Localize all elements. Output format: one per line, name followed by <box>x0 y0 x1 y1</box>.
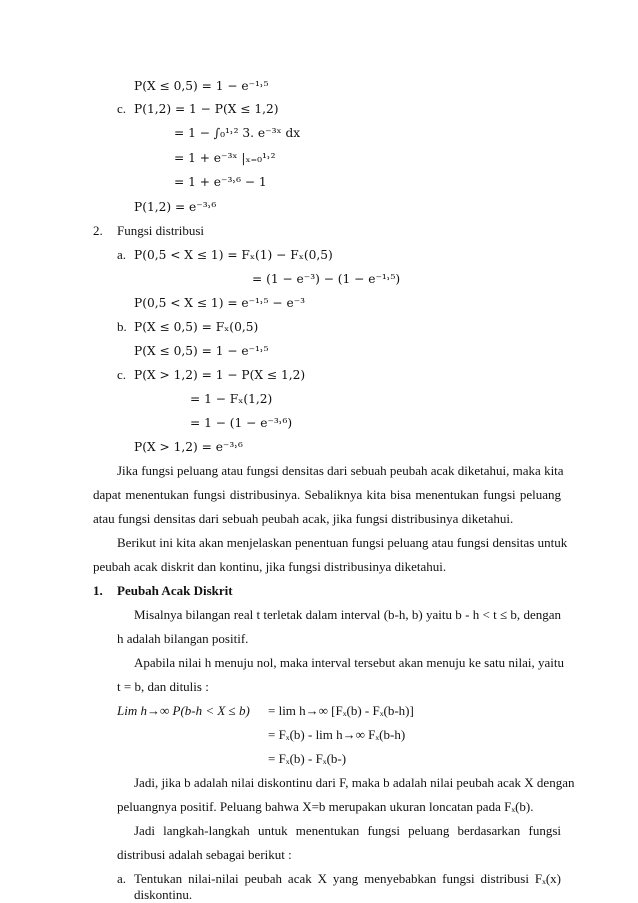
list-label: 1. <box>93 583 103 598</box>
paragraph-line: Jadi, jika b adalah nilai diskontinu dari F, maka b adalah nilai peubah acak X dengan <box>134 775 575 790</box>
paragraph-line: Jika fungsi peluang atau fungsi densitas dari sebuah peubah acak diketahui, maka kita <box>117 463 564 478</box>
equation-line: = 1 − ∫₀¹˒² 3. e⁻³ˣ dx <box>174 126 301 140</box>
equation-line: P(1,2) = e⁻³˒⁶ <box>134 200 217 214</box>
paragraph-line: Apabila nilai h menuju nol, maka interval tersebut akan menuju ke satu nilai, yaitu <box>134 655 564 670</box>
paragraph-line: diskontinu. <box>134 887 193 902</box>
list-label: c. <box>117 367 127 382</box>
subsection-heading: Peubah Acak Diskrit <box>117 583 233 598</box>
equation-line: = 1 − Fₓ(1,2) <box>190 392 273 406</box>
paragraph-line: Tentukan nilai-nilai peubah acak X yang menyebabkan fungsi distribusi Fₓ(x) <box>134 871 561 886</box>
paragraph-line: h adalah bilangan positif. <box>117 631 249 646</box>
equation-line: = 1 + e⁻³˒⁶ − 1 <box>174 175 267 189</box>
equation-line: = 1 − (1 − e⁻³˒⁶) <box>190 416 293 430</box>
paragraph-line: Berikut ini kita akan menjelaskan penentuan fungsi peluang atau fungsi densitas untuk <box>117 535 568 550</box>
equation-line: P(X ≤ 0,5) = Fₓ(0,5) <box>134 320 259 334</box>
equation-line: = 1 + e⁻³ˣ |ₓ₌₀¹˒² <box>174 151 276 165</box>
limit-expression: Lim h→∞ P(b-h < X ≤ b) <box>117 703 250 718</box>
section-heading: Fungsi distribusi <box>117 223 205 238</box>
paragraph-line: Misalnya bilangan real t terletak dalam interval (b-h, b) yaitu b - h < t ≤ b, dengan <box>134 607 561 622</box>
paragraph-line: distribusi adalah sebagai berikut : <box>117 847 292 862</box>
limit-step: = lim h→∞ [Fₓ(b) - Fₓ(b-h)] <box>268 703 414 718</box>
equation-line: P(0,5 < X ≤ 1) = e⁻¹˒⁵ − e⁻³ <box>134 296 306 310</box>
list-label: a. <box>117 871 127 886</box>
list-label: a. <box>117 247 127 262</box>
equation-line: P(0,5 < X ≤ 1) = Fₓ(1) − Fₓ(0,5) <box>134 248 333 262</box>
paragraph-line: Jadi langkah-langkah untuk menentukan fungsi peluang berdasarkan fungsi <box>134 823 561 838</box>
equation-line: P(X > 1,2) = e⁻³˒⁶ <box>134 440 243 454</box>
paragraph-line: peluangnya positif. Peluang bahwa X=b merupakan ukuran loncatan pada Fₓ(b). <box>117 799 534 814</box>
equation-line: P(X ≤ 0,5) = 1 − e⁻¹˒⁵ <box>134 79 269 93</box>
paragraph-line: dapat menentukan fungsi distribusinya. Sebaliknya kita bisa menentukan fungsi peluang <box>93 487 561 502</box>
list-label: 2. <box>93 223 103 238</box>
paragraph-line: t = b, dan ditulis : <box>117 679 209 694</box>
list-label: c. <box>117 101 127 116</box>
list-label: b. <box>117 319 127 334</box>
limit-step: = Fₓ(b) - lim h→∞ Fₓ(b-h) <box>268 727 406 742</box>
equation-line: P(X ≤ 0,5) = 1 − e⁻¹˒⁵ <box>134 344 269 358</box>
limit-step: = Fₓ(b) - Fₓ(b-) <box>268 751 347 766</box>
equation-line: P(1,2) = 1 − P(X ≤ 1,2) <box>134 102 279 116</box>
paragraph-line: atau fungsi densitas dari sebuah peubah acak, jika fungsi distribusinya diketahui. <box>93 511 514 526</box>
equation-line: P(X > 1,2) = 1 − P(X ≤ 1,2) <box>134 368 306 382</box>
paragraph-line: peubah acak diskrit dan kontinu, jika fungsi distribusinya diketahui. <box>93 559 447 574</box>
equation-line: = (1 − e⁻³) − (1 − e⁻¹˒⁵) <box>252 272 401 286</box>
